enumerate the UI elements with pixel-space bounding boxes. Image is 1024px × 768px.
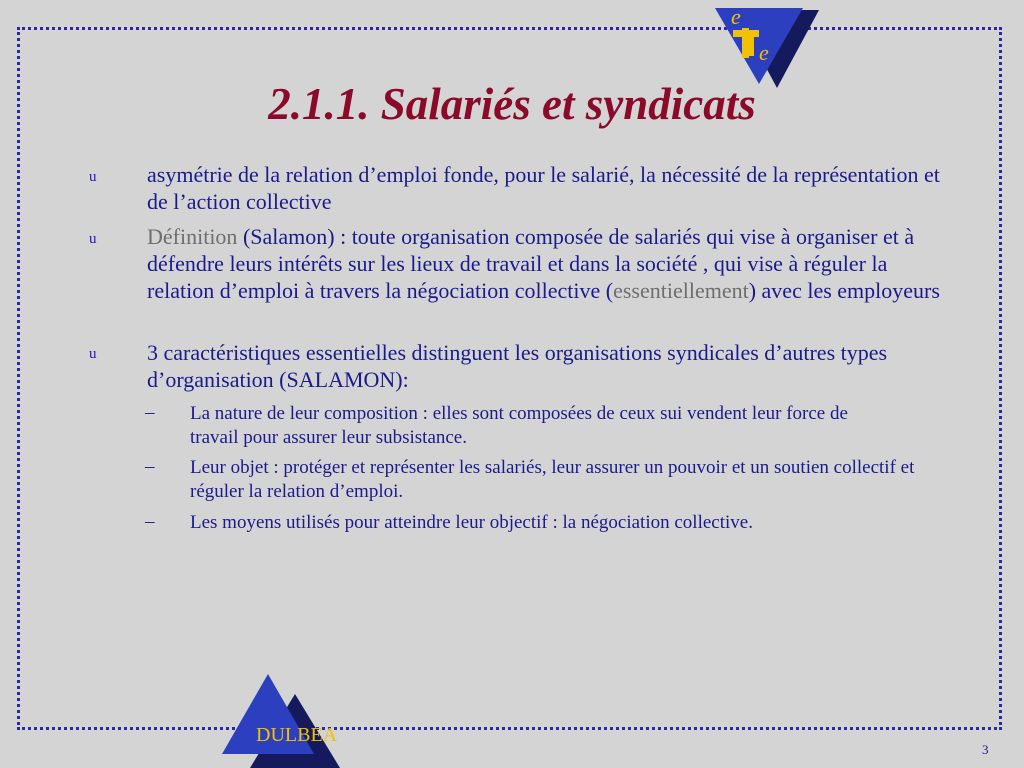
svg-text:e: e [731,4,741,29]
bullet-item: asymétrie de la relation d’emploi fonde, pour le salarié, la nécessité de la représentation et de l’action collective [147,162,940,214]
emphasis-text: essentiellement [613,278,749,303]
bullet-diamond-icon: u [89,169,97,185]
dulbea-logo-text: DULBEA [256,724,338,746]
sub-item: La nature de leur composition : elles sont composées de ceux sui vendent leur force de travail pour assurer leur subsistance. [190,403,848,448]
dash-marker: – [145,456,155,477]
sub-item: Leur objet : protéger et représenter les salariés, leur assurer un pouvoir et un soutien collectif et réguler la relation d’emploi. [190,457,915,502]
sub-item: Les moyens utilisés pour atteindre leur objectif : la négociation collective. [190,512,753,533]
dulbea-logo-icon [220,674,370,768]
definition-label: Définition [147,224,238,249]
page-number: 3 [982,742,989,757]
svg-text:e: e [759,40,769,65]
bullet-diamond-icon: u [89,346,97,362]
bullet-item: 3 caractéristiques essentielles distinguent les organisations syndicales d’autres types d’organisation (SALAMON): [147,340,888,392]
dash-marker: – [145,402,155,423]
slide-title: 2.1.1. Salariés et syndicats [268,79,756,129]
definition-text: (Salamon) : toute organisation composée de salariés qui vise à organiser et à défendre leurs intérêts sur les lieux de travail et dans la société , qui vise à réguler la relation d’emploi à travers la négociation collective ( [147,224,915,303]
bullet-item [147,223,947,304]
definition-tail: ) avec les employeurs [748,278,940,303]
bullet-diamond-icon: u [89,231,97,247]
etue-logo-icon [713,2,823,90]
dash-marker: – [145,511,155,532]
